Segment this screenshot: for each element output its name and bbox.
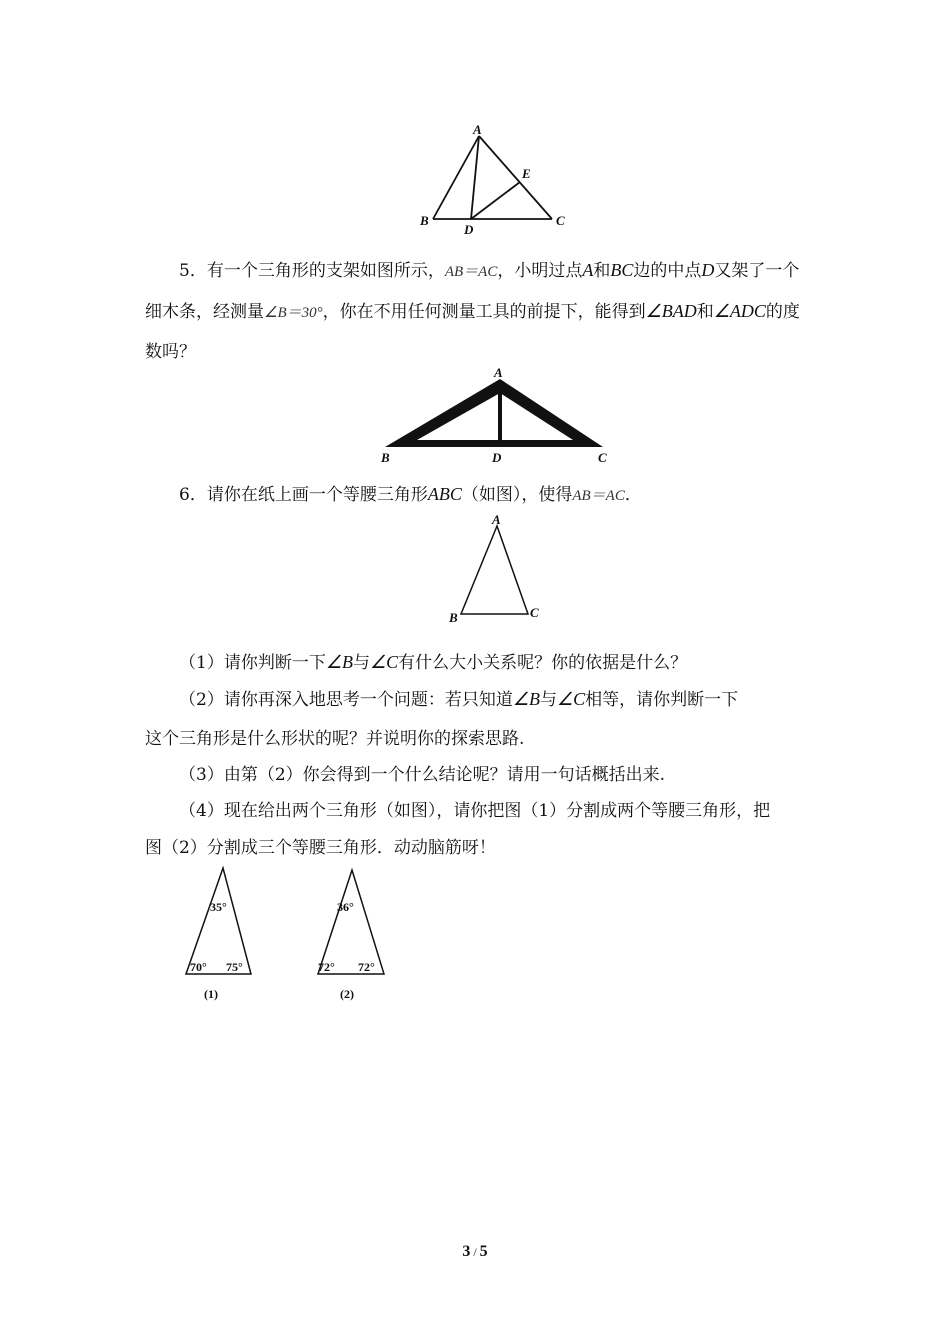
label-b: B [381,450,390,465]
label-e: E [522,166,531,181]
page-number: 3 / 5 [462,1243,488,1260]
label-b: B [449,610,458,625]
subquestion-1: （1）请你判断一下∠B与∠C有什么大小关系呢？你的依据是什么？ [179,652,688,673]
subquestion-3: （3）由第（2）你会得到一个什么结论呢？请用一句话概括出来. [179,765,666,785]
label-a: A [492,512,501,527]
tri2-caption: (2) [340,987,354,1001]
total-pages: 5 [479,1243,488,1260]
label-c: C [598,450,607,465]
tri1-top-angle: 35° [210,900,227,914]
subquestion-2-line-1: （2）请你再深入地思考一个问题：若只知道∠B与∠C相等，请你判断一下 [179,689,739,710]
label-d: D [492,450,502,465]
question-6: 6．请你在纸上画一个等腰三角形ABC（如图），使得AB＝AC． [179,484,642,505]
figure-two-triangles [170,860,410,1005]
label-a: A [494,365,503,380]
question-5: 5．有一个三角形的支架如图所示，AB＝AC，小明过点A和BC边的中点D又架了一个细木条，经测量∠B＝30°，你在不用任何测量工具的前提下，能得到∠BAD和∠ADC的度数吗？ [145,260,800,362]
figure-isosceles [445,510,550,628]
tri1-caption: (1) [204,987,218,1001]
subquestion-4-line-2: 图（2）分割成三个等腰三角形．动动脑筋呀！ [145,838,496,858]
label-c: C [556,213,565,228]
tri1-right-angle: 75° [226,960,243,974]
tri2-top-angle: 36° [337,900,354,914]
label-b: B [420,213,429,228]
label-c: C [530,605,539,620]
subquestion-4-line-1: （4）现在给出两个三角形（如图），请你把图（1）分割成两个等腰三角形，把 [179,801,771,821]
figure-bracket [375,365,615,467]
figure-triangle-ade [415,120,580,240]
label-d: D [464,222,474,237]
tri2-right-angle: 72° [358,960,375,974]
q6-number: 6． [179,485,207,505]
tri1-left-angle: 70° [190,960,207,974]
q5-number: 5． [179,261,207,281]
current-page: 3 [462,1243,471,1260]
subquestion-2-line-2: 这个三角形是什么形状的呢？并说明你的探索思路. [145,729,525,749]
label-a: A [473,122,482,137]
tri2-left-angle: 72° [318,960,335,974]
